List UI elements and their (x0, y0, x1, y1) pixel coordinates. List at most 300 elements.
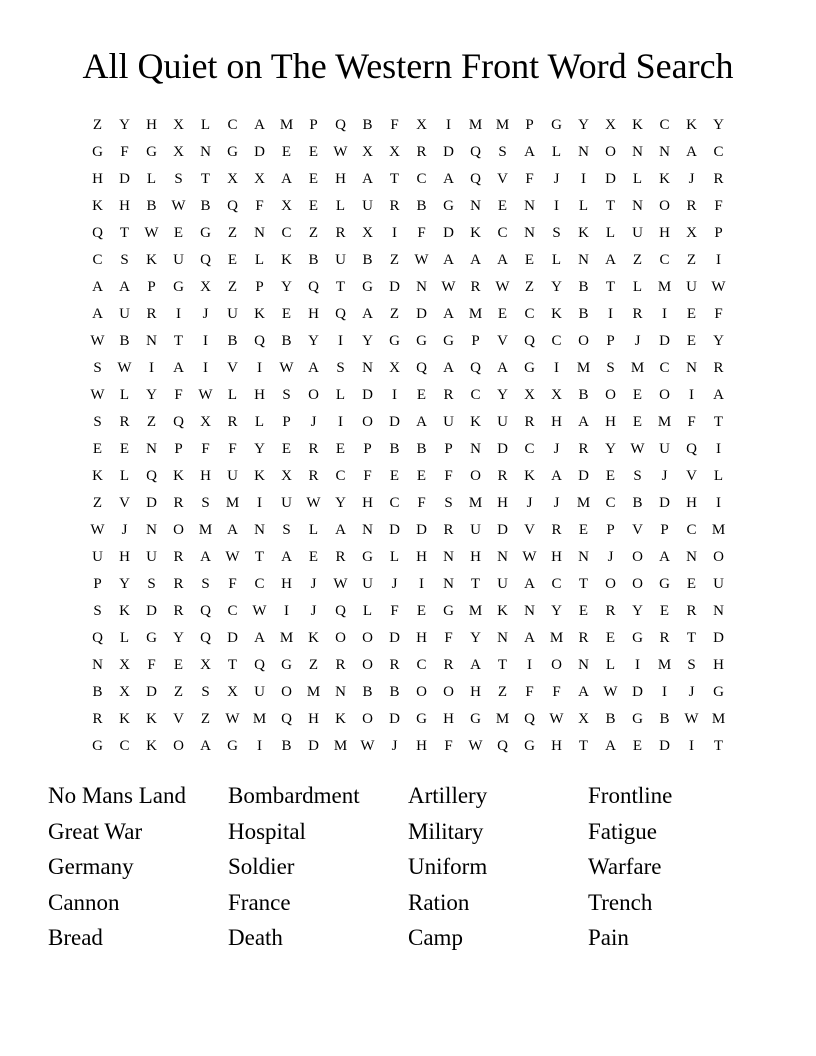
grid-cell: H (119, 198, 130, 214)
grid-cell: Y (308, 333, 319, 349)
grid-cell: U (362, 576, 373, 592)
grid-cell: F (390, 117, 399, 133)
grid-cell: G (443, 603, 454, 619)
grid-cell: Q (308, 279, 319, 295)
word-list-item: Great War (48, 818, 143, 844)
grid-cell: H (497, 495, 508, 511)
grid-cell: Q (92, 630, 103, 646)
grid-cell: I (554, 360, 559, 376)
grid-cell: A (659, 549, 670, 565)
grid-cell: T (389, 171, 400, 187)
grid-cell: K (146, 711, 157, 727)
grid-cell: D (254, 144, 265, 160)
grid-cell: W (333, 144, 348, 160)
grid-cell: N (524, 198, 535, 214)
grid-cell: L (146, 171, 157, 187)
grid-cell: H (281, 576, 292, 592)
grid-cell: N (443, 549, 454, 565)
grid-cell: W (306, 495, 321, 511)
word-list-item: Death (228, 925, 283, 950)
grid-cell: A (281, 171, 292, 187)
grid-cell: X (551, 387, 562, 403)
grid-cell: H (470, 549, 481, 565)
grid-cell: C (92, 252, 103, 268)
grid-cell: R (335, 225, 346, 241)
grid-cell: F (714, 306, 723, 322)
grid-cell: C (416, 657, 427, 673)
grid-cell: R (92, 711, 103, 727)
grid-cell: C (524, 306, 535, 322)
grid-cell: H (335, 171, 346, 187)
grid-cell: U (659, 441, 670, 457)
grid-cell: N (362, 522, 373, 538)
grid-cell: Q (470, 144, 481, 160)
grid-cell: F (417, 495, 426, 511)
grid-cell: X (578, 711, 589, 727)
grid-cell: E (659, 603, 670, 619)
grid-cell: H (119, 549, 130, 565)
grid-cell: S (201, 684, 210, 700)
grid-cell: W (252, 603, 267, 619)
grid-cell: B (416, 198, 427, 214)
grid-cell: C (659, 117, 670, 133)
grid-cell: M (279, 117, 294, 133)
grid-cell: I (689, 738, 694, 754)
grid-cell: Y (146, 387, 157, 403)
grid-cell: H (254, 387, 265, 403)
grid-cell: O (659, 198, 670, 214)
grid-cell: C (497, 225, 508, 241)
grid-cell: X (281, 468, 292, 484)
grid-cell: M (252, 711, 267, 727)
grid-cell: Q (497, 738, 508, 754)
grid-cell: L (632, 279, 643, 295)
grid-cell: S (93, 603, 102, 619)
grid-cell: P (309, 117, 318, 133)
grid-cell: C (713, 144, 724, 160)
grid-cell: F (201, 441, 210, 457)
grid-cell: W (144, 225, 159, 241)
grid-cell: W (333, 576, 348, 592)
grid-cell: I (527, 657, 532, 673)
grid-cell: L (362, 603, 373, 619)
grid-cell: T (173, 333, 184, 349)
grid-cell: H (470, 684, 481, 700)
grid-cell: R (605, 603, 616, 619)
grid-cell: Y (173, 630, 184, 646)
grid-cell: J (310, 603, 317, 619)
grid-cell: D (659, 495, 670, 511)
grid-cell: Q (254, 333, 265, 349)
grid-cell: N (146, 333, 157, 349)
word-list-item: France (228, 889, 291, 915)
grid-cell: R (578, 441, 589, 457)
grid-cell: F (687, 414, 696, 430)
grid-cell: S (498, 144, 507, 160)
grid-cell: N (578, 657, 589, 673)
grid-cell: R (416, 144, 427, 160)
grid-cell: M (576, 360, 591, 376)
grid-cell: B (578, 279, 589, 295)
grid-cell: G (632, 711, 643, 727)
grid-cell: N (659, 144, 670, 160)
grid-cell: L (578, 198, 589, 214)
grid-cell: H (308, 711, 319, 727)
grid-cell: R (173, 495, 184, 511)
grid-cell: E (281, 144, 292, 160)
grid-cell: M (306, 684, 321, 700)
grid-cell: R (308, 468, 319, 484)
word-list-item: Germany (48, 854, 134, 879)
grid-cell: J (688, 684, 695, 700)
grid-cell: X (200, 657, 211, 673)
grid-cell: Y (254, 441, 265, 457)
grid-cell: T (713, 414, 724, 430)
grid-cell: C (551, 576, 562, 592)
grid-cell: O (281, 684, 292, 700)
grid-cell: D (389, 279, 400, 295)
grid-cell: U (632, 225, 643, 241)
grid-cell: C (470, 387, 481, 403)
grid-cell: R (335, 657, 346, 673)
grid-cell: W (90, 387, 105, 403)
grid-cell: Z (497, 684, 508, 700)
grid-cell: H (551, 738, 562, 754)
grid-cell: R (713, 360, 724, 376)
grid-cell: Q (92, 225, 103, 241)
grid-cell: V (227, 360, 238, 376)
grid-cell: C (659, 252, 670, 268)
grid-cell: B (389, 684, 400, 700)
grid-cell: P (174, 441, 183, 457)
grid-cell: C (524, 441, 535, 457)
grid-cell: H (686, 495, 697, 511)
grid-cell: H (308, 306, 319, 322)
grid-cell: M (279, 630, 294, 646)
grid-cell: C (605, 495, 616, 511)
grid-cell: O (362, 657, 373, 673)
grid-cell: X (362, 144, 373, 160)
grid-cell: L (551, 252, 562, 268)
grid-cell: B (362, 252, 373, 268)
grid-cell: B (146, 198, 157, 214)
grid-cell: Y (119, 117, 130, 133)
grid-cell: B (416, 441, 427, 457)
grid-cell: R (686, 603, 697, 619)
grid-cell: D (443, 225, 454, 241)
grid-cell: S (606, 360, 615, 376)
grid-cell: D (308, 738, 319, 754)
grid-cell: O (443, 684, 454, 700)
grid-cell: C (416, 171, 427, 187)
grid-cell: W (549, 711, 564, 727)
grid-cell: U (497, 576, 508, 592)
grid-cell: W (225, 549, 240, 565)
grid-cell: S (93, 414, 102, 430)
grid-cell: T (605, 279, 616, 295)
grid-cell: Q (686, 441, 697, 457)
grid-cell: G (173, 279, 184, 295)
grid-cell: J (121, 522, 128, 538)
grid-cell: M (333, 738, 348, 754)
word-list (48, 778, 768, 956)
grid-cell: T (605, 198, 616, 214)
grid-cell: G (281, 657, 292, 673)
grid-cell: V (524, 522, 535, 538)
grid-cell: I (257, 495, 262, 511)
grid-cell: E (308, 144, 319, 160)
grid-cell: D (605, 171, 616, 187)
grid-cell: E (281, 306, 292, 322)
grid-cell: U (335, 252, 346, 268)
grid-cell: Y (362, 333, 373, 349)
grid-cell: F (390, 603, 399, 619)
grid-cell: G (227, 144, 238, 160)
grid-cell: K (632, 117, 643, 133)
grid-cell: M (657, 657, 672, 673)
grid-cell: Z (227, 279, 238, 295)
grid-cell: F (525, 684, 534, 700)
grid-cell: I (716, 495, 721, 511)
word-list-item: Soldier (228, 854, 295, 879)
grid-cell: Q (335, 603, 346, 619)
grid-cell: Q (524, 711, 535, 727)
grid-cell: A (578, 684, 589, 700)
grid-cell: W (711, 279, 726, 295)
grid-cell: X (119, 657, 130, 673)
grid-cell: W (90, 522, 105, 538)
grid-cell: I (716, 441, 721, 457)
grid-cell: Q (146, 468, 157, 484)
grid-cell: E (281, 441, 292, 457)
grid-cell: F (120, 144, 129, 160)
grid-cell: K (335, 711, 346, 727)
grid-cell: K (578, 225, 589, 241)
grid-cell: D (497, 441, 508, 457)
grid-cell: N (146, 441, 157, 457)
grid-cell: E (632, 414, 643, 430)
grid-cell: K (92, 468, 103, 484)
word-list-item: Uniform (408, 854, 488, 879)
grid-cell: O (362, 711, 373, 727)
grid-cell: H (416, 738, 427, 754)
grid-cell: L (713, 468, 724, 484)
grid-cell: D (632, 684, 643, 700)
grid-cell: G (470, 711, 481, 727)
grid-cell: Q (200, 603, 211, 619)
grid-cell: W (171, 198, 186, 214)
grid-cell: E (686, 306, 697, 322)
grid-cell: X (281, 198, 292, 214)
grid-cell: S (93, 360, 102, 376)
grid-cell: R (470, 279, 481, 295)
grid-cell: X (389, 144, 400, 160)
grid-cell: I (203, 333, 208, 349)
grid-cell: O (470, 468, 481, 484)
grid-cell: B (389, 441, 400, 457)
grid-cell: H (713, 657, 724, 673)
grid-cell: X (173, 117, 184, 133)
grid-cell: E (578, 522, 589, 538)
grid-cell: I (392, 387, 397, 403)
grid-cell: I (419, 576, 424, 592)
grid-cell: K (524, 468, 535, 484)
grid-cell: E (308, 549, 319, 565)
grid-cell: S (201, 495, 210, 511)
grid-cell: Z (632, 252, 643, 268)
grid-cell: S (687, 657, 696, 673)
grid-cell: S (633, 468, 642, 484)
grid-cell: S (201, 576, 210, 592)
grid-cell: E (416, 603, 427, 619)
grid-cell: A (200, 738, 211, 754)
grid-cell: L (389, 549, 400, 565)
grid-cell: V (632, 522, 643, 538)
grid-cell: O (362, 630, 373, 646)
grid-cell: Q (200, 252, 211, 268)
grid-cell: X (200, 279, 211, 295)
grid-cell: E (173, 657, 184, 673)
grid-cell: Z (389, 252, 400, 268)
grid-cell: Q (524, 333, 535, 349)
grid-cell: J (661, 468, 668, 484)
grid-cell: H (146, 117, 157, 133)
grid-cell: D (119, 171, 130, 187)
grid-cell: I (257, 360, 262, 376)
grid-cell: H (200, 468, 211, 484)
grid-cell: G (443, 198, 454, 214)
word-list-item: Fatigue (588, 818, 657, 844)
grid-cell: C (254, 576, 265, 592)
grid-cell: H (551, 549, 562, 565)
grid-cell: K (497, 603, 508, 619)
grid-cell: W (522, 549, 537, 565)
grid-cell: P (714, 225, 723, 241)
word-list-item: Ration (408, 889, 470, 915)
grid-cell: E (416, 387, 427, 403)
grid-cell: O (173, 522, 184, 538)
grid-cell: D (146, 495, 157, 511)
grid-cell: A (362, 171, 373, 187)
grid-cell: P (606, 333, 615, 349)
word-list-item: Pain (588, 925, 629, 950)
grid-cell: W (630, 441, 645, 457)
grid-cell: U (281, 495, 292, 511)
grid-cell: N (416, 279, 427, 295)
grid-cell: Q (173, 414, 184, 430)
grid-cell: Z (200, 711, 211, 727)
grid-cell: N (578, 252, 589, 268)
grid-cell: W (360, 738, 375, 754)
grid-cell: U (92, 549, 103, 565)
grid-cell: I (149, 360, 154, 376)
grid-cell: G (524, 738, 535, 754)
grid-cell: N (254, 225, 265, 241)
grid-cell: R (713, 171, 724, 187)
grid-cell: L (119, 387, 130, 403)
grid-cell: D (659, 738, 670, 754)
grid-cell: D (659, 333, 670, 349)
grid-cell: X (227, 684, 238, 700)
grid-cell: R (497, 468, 508, 484)
grid-cell: E (173, 225, 184, 241)
grid-cell: I (176, 306, 181, 322)
grid-cell: O (416, 684, 427, 700)
grid-cell: E (335, 441, 346, 457)
grid-cell: T (200, 171, 211, 187)
word-list-item: Bread (48, 925, 103, 950)
grid-cell: A (119, 279, 130, 295)
grid-cell: M (468, 495, 483, 511)
grid-cell: R (443, 657, 454, 673)
grid-cell: M (711, 711, 726, 727)
grid-cell: R (659, 630, 670, 646)
grid-cell: H (659, 225, 670, 241)
grid-cell: N (92, 657, 103, 673)
grid-cell: E (686, 576, 697, 592)
grid-cell: F (228, 441, 237, 457)
grid-cell: B (227, 333, 238, 349)
grid-cell: D (443, 144, 454, 160)
grid-cell: N (254, 522, 265, 538)
grid-cell: I (716, 252, 721, 268)
grid-cell: Y (632, 603, 643, 619)
grid-cell: A (443, 306, 454, 322)
grid-cell: K (119, 603, 130, 619)
grid-cell: T (578, 738, 589, 754)
grid-cell: U (362, 198, 373, 214)
grid-cell: K (308, 630, 319, 646)
grid-cell: R (632, 306, 643, 322)
grid-cell: B (119, 333, 130, 349)
grid-cell: W (198, 387, 213, 403)
grid-cell: O (632, 549, 643, 565)
grid-cell: Z (524, 279, 535, 295)
grid-cell: G (713, 684, 724, 700)
grid-cell: Z (92, 495, 103, 511)
grid-cell: F (255, 198, 264, 214)
grid-cell: P (147, 279, 156, 295)
grid-cell: E (497, 306, 508, 322)
grid-cell: M (576, 495, 591, 511)
grid-cell: Y (578, 117, 589, 133)
grid-cell: Y (605, 441, 616, 457)
grid-cell: I (257, 738, 262, 754)
grid-cell: X (200, 414, 211, 430)
grid-cell: U (713, 576, 724, 592)
grid-cell: H (605, 414, 616, 430)
grid-cell: Q (281, 711, 292, 727)
grid-cell: A (254, 117, 265, 133)
grid-cell: G (389, 333, 400, 349)
grid-cell: D (362, 387, 373, 403)
grid-cell: N (686, 360, 697, 376)
grid-cell: O (605, 387, 616, 403)
grid-cell: T (335, 279, 346, 295)
grid-cell: M (630, 360, 645, 376)
grid-cell: G (659, 576, 670, 592)
grid-cell: U (173, 252, 184, 268)
grid-cell: X (362, 225, 373, 241)
grid-cell: P (471, 333, 480, 349)
grid-cell: D (389, 522, 400, 538)
grid-cell: D (578, 468, 589, 484)
grid-cell: G (92, 144, 103, 160)
grid-cell: E (389, 468, 400, 484)
grid-cell: I (203, 360, 208, 376)
grid-cell: Y (497, 387, 508, 403)
grid-cell: A (551, 468, 562, 484)
